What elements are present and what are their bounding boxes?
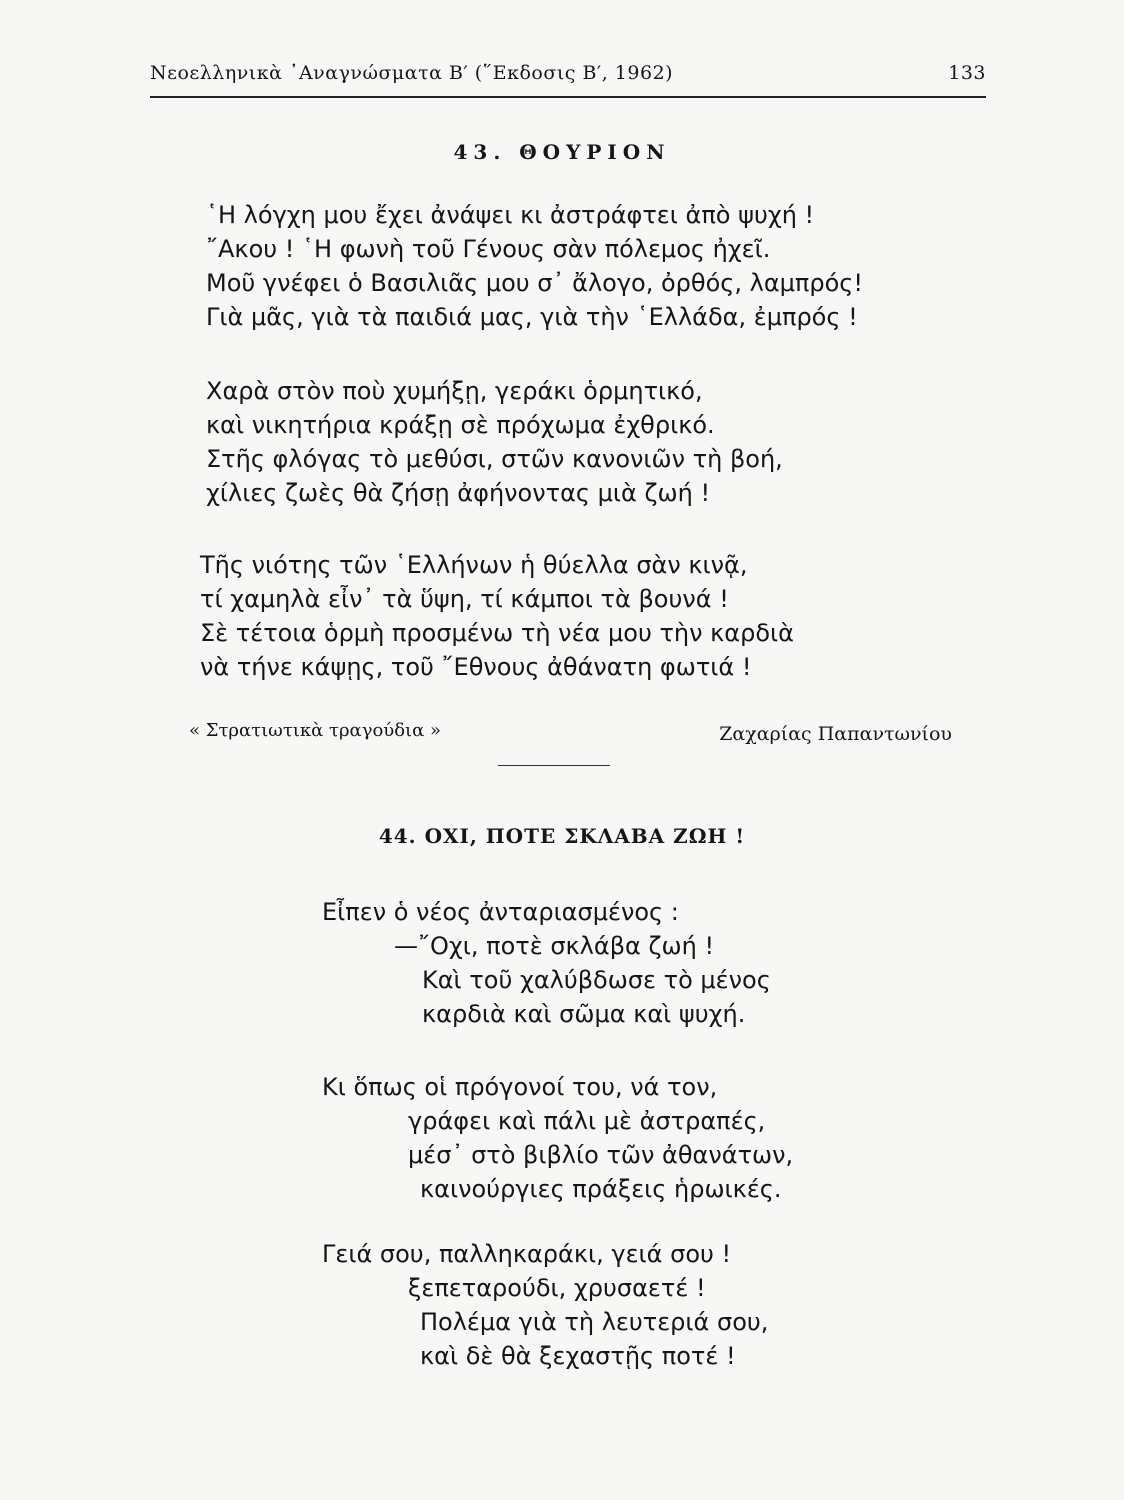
poem-43-source: « Στρατιωτικὰ τραγούδια » [189,720,442,741]
poem-43-title: 43. ΘΟΥΡΙΟΝ [453,140,671,164]
verse-line: Σὲ τέτοια ὁρμὴ προσμένω τὴ νέα μου τὴν καρδιὰ [200,619,794,647]
verse-line: Γειά σου, παλληκαράκι, γειά σου ! [322,1240,732,1268]
verse-line: καὶ δὲ θὰ ξεχαστῇς ποτέ ! [420,1342,736,1370]
verse-line: γράφει καὶ πάλι μὲ ἀστραπές, [408,1107,766,1135]
verse-line: Στῆς φλόγας τὸ μεθύσι, στῶν κανονιῶν τὴ βοή, [206,445,783,473]
poem-44-stanza-1 [322,895,771,1031]
verse-line: Μοῦ γνέφει ὁ Βασιλιᾶς μου σ᾽ ἄλογο, ὀρθός, λαμπρός! [206,269,863,297]
header-rule [150,96,986,98]
poem-43-stanza-2 [206,374,783,510]
verse-line: ῾Η λόγχη μου ἔχει ἀνάψει κι ἀστράφτει ἀπὸ ψυχή ! [206,201,815,229]
section-separator [498,765,610,766]
verse-line: ξεπεταρούδι, χρυσαετέ ! [408,1274,706,1302]
poem-44-stanza-2 [322,1070,793,1206]
verse-line: καὶ νικητήρια κράξῃ σὲ πρόχωμα ἐχθρικό. [206,411,715,439]
verse-line: Εἶπεν ὁ νέος ἀνταριασμένος : [322,898,679,926]
verse-line: Τῆς νιότης τῶν ῾Ελλήνων ἡ θύελλα σὰν κινᾷ, [200,551,748,579]
verse-line: Πολέμα γιὰ τὴ λευτεριά σου, [420,1308,769,1336]
verse-line: νὰ τήνε κάψῃς, τοῦ ῎Εθνους ἀθάνατη φωτιά ! [200,653,752,681]
verse-line: —῎Οχι, ποτὲ σκλάβα ζωή ! [394,932,715,960]
verse-line: Καὶ τοῦ χαλύβδωσε τὸ μένος [422,966,771,994]
verse-line: μέσ᾽ στὸ βιβλίο τῶν ἀθανάτων, [408,1141,794,1169]
verse-line: τί χαμηλὰ εἶν᾽ τὰ ὕψη, τί κάμποι τὰ βουνά ! [200,585,729,613]
poem-43-author: Ζαχαρίας Παπαντωνίου [719,723,952,745]
verse-line: καρδιὰ καὶ σῶμα καὶ ψυχή. [422,1000,746,1028]
verse-line: Κι ὅπως οἱ πρόγονοί του, νά τον, [322,1073,718,1101]
running-title: Νεοελληνικὰ ᾿Αναγνώσματα Β′ (῞Εκδοσις Β′, 1962) [150,62,674,84]
poem-43-stanza-1 [206,198,863,334]
poem-44-title: 44. ΟΧΙ, ΠΟΤΕ ΣΚΛΑΒΑ ΖΩΗ ! [378,824,746,848]
poem-44-stanza-3 [322,1237,768,1373]
poem-43-stanza-3 [200,548,794,684]
verse-line: καινούργιες πράξεις ἡρωικές. [420,1175,782,1203]
verse-line: χίλιες ζωὲς θὰ ζήσῃ ἀφήνοντας μιὰ ζωή ! [206,479,711,507]
running-header [150,62,986,84]
page-number: 133 [948,62,986,84]
verse-line: ῎Ακου ! ῾Η φωνὴ τοῦ Γένους σὰν πόλεμος ἠχεῖ. [206,235,771,263]
verse-line: Χαρὰ στὸν ποὺ χυμήξῃ, γεράκι ὁρμητικό, [206,377,703,405]
verse-line: Γιὰ μᾶς, γιὰ τὰ παιδιά μας, γιὰ τὴν ῾Ελλάδα, ἐμπρός ! [206,303,858,331]
